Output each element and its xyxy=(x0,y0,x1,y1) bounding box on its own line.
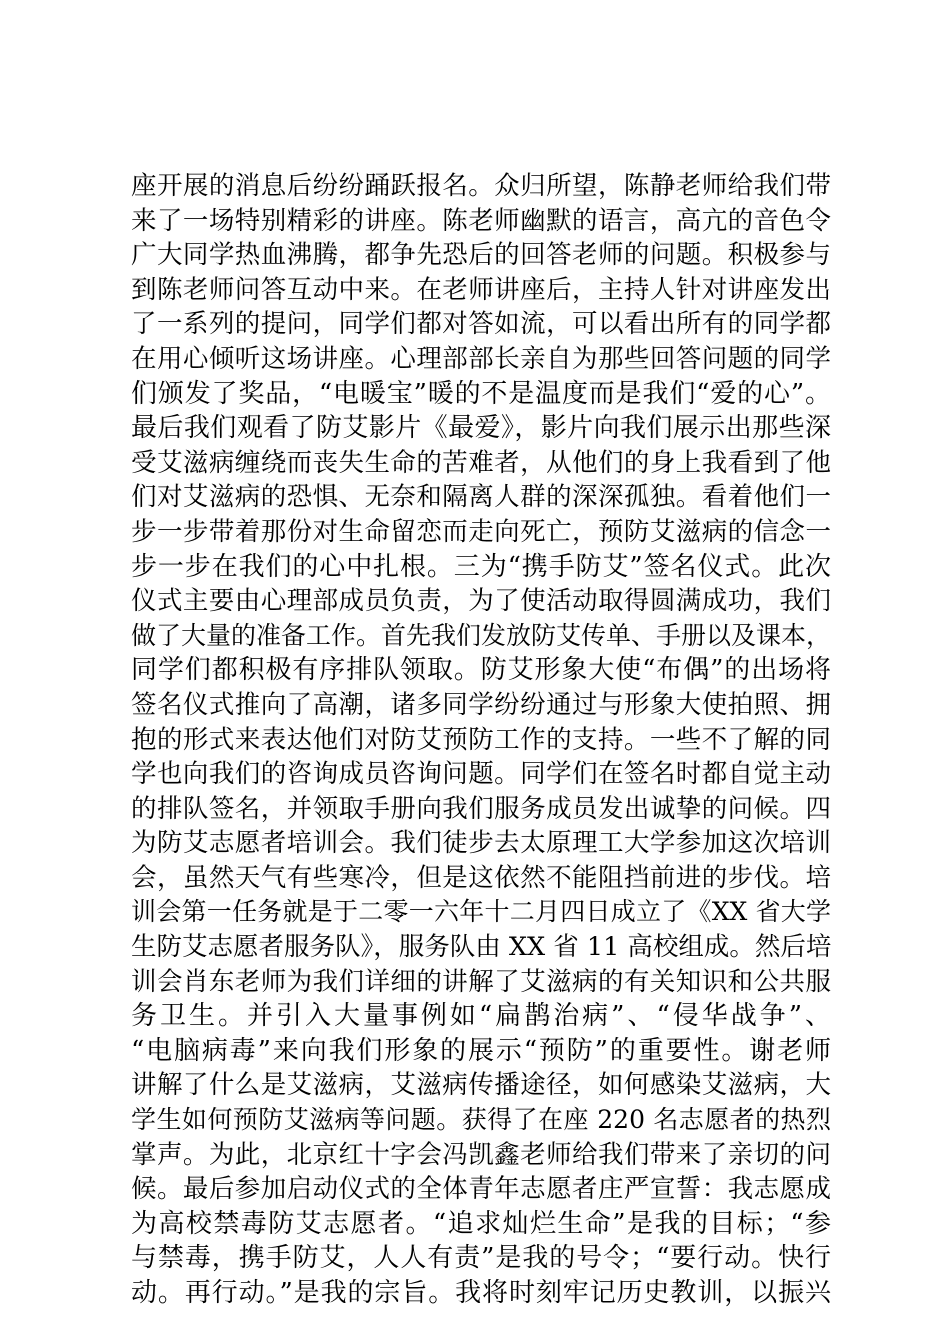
text-line: 步一步在我们的心中扎根。三为“携手防艾”签名仪式。此次 xyxy=(131,551,831,582)
text-line: 会，虽然天气有些寒冷，但是这依然不能阻挡前进的步伐。培 xyxy=(131,862,831,893)
text-line: 到陈老师问答互动中来。在老师讲座后，主持人针对讲座发出 xyxy=(131,274,831,305)
text-line: 在用心倾听这场讲座。心理部部长亲自为那些回答问题的同学 xyxy=(131,343,831,374)
text-line: 签名仪式推向了高潮，诸多同学纷纷通过与形象大使拍照、拥 xyxy=(131,689,831,720)
text-line: 务卫生。并引入大量事例如“扁鹊治病”、“侵华战争”、 xyxy=(131,1001,831,1032)
text-line: 训会肖东老师为我们详细的讲解了艾滋病的有关知识和公共服 xyxy=(131,966,831,997)
text-line: 为防艾志愿者培训会。我们徒步去太原理工大学参加这次培训 xyxy=(131,828,831,859)
text-line: 的排队签名，并领取手册向我们服务成员发出诚挚的问候。四 xyxy=(131,793,831,824)
text-line: 广大同学热血沸腾，都争先恐后的回答老师的问题。积极参与 xyxy=(131,240,831,271)
body-text xyxy=(131,169,831,1311)
text-line: 学也向我们的咨询成员咨询问题。同学们在签名时都自觉主动 xyxy=(131,759,831,790)
text-line: 做了大量的准备工作。首先我们发放防艾传单、手册以及课本， xyxy=(131,620,832,650)
text-line: 来了一场特别精彩的讲座。陈老师幽默的语言，高亢的音色令 xyxy=(131,205,831,236)
text-line: 最后我们观看了防艾影片《最爱》，影片向我们展示出那些深 xyxy=(131,413,831,444)
text-line: 与禁毒，携手防艾，人人有责”是我的号令；“要行动。快行 xyxy=(131,1243,831,1274)
text-line: 座开展的消息后纷纷踊跃报名。众归所望，陈静老师给我们带 xyxy=(131,171,831,201)
text-line: 抱的形式来表达他们对防艾预防工作的支持。一些不了解的同 xyxy=(131,724,831,755)
text-line: 掌声。为此，北京红十字会冯凯鑫老师给我们带来了亲切的问 xyxy=(131,1139,831,1170)
text-line: 受艾滋病缠绕而丧失生命的苦难者，从他们的身上我看到了他 xyxy=(131,447,831,478)
text-line: “电脑病毒”来向我们形象的展示“预防”的重要性。谢老师 xyxy=(131,1035,831,1066)
text-line: 们颁发了奖品，“电暖宝”暖的不是温度而是我们“爱的心”。 xyxy=(131,378,831,409)
text-line: 学生如何预防艾滋病等问题。获得了在座 220 名志愿者的热烈 xyxy=(131,1105,831,1135)
text-line: 同学们都积极有序排队领取。防艾形象大使“布偶”的出场将 xyxy=(131,655,831,686)
text-line: 候。最后参加启动仪式的全体青年志愿者庄严宣誓：我志愿成 xyxy=(131,1174,831,1205)
text-line: 讲解了什么是艾滋病，艾滋病传播途径，如何感染艾滋病，大 xyxy=(131,1070,831,1101)
text-line: 仪式主要由心理部成员负责，为了使活动取得圆满成功，我们 xyxy=(131,586,831,617)
text-line: 了一系列的提问，同学们都对答如流，可以看出所有的同学都 xyxy=(131,309,831,340)
text-line: 为高校禁毒防艾志愿者。“追求灿烂生命”是我的目标；“参 xyxy=(131,1208,831,1239)
text-line: 生防艾志愿者服务队》，服务队由 XX 省 11 高校组成。然后培 xyxy=(131,932,832,963)
text-line: 动。再行动。”是我的宗旨。我将时刻牢记历史教训，以振兴 xyxy=(131,1278,831,1308)
text-line: 们对艾滋病的恐惧、无奈和隔离人群的深深孤独。看着他们一 xyxy=(131,482,831,513)
text-line: 步一步带着那份对生命留恋而走向死亡，预防艾滋病的信念一 xyxy=(131,516,831,547)
text-line: 训会第一任务就是于二零一六年十二月四日成立了《XX 省大学 xyxy=(131,897,831,927)
